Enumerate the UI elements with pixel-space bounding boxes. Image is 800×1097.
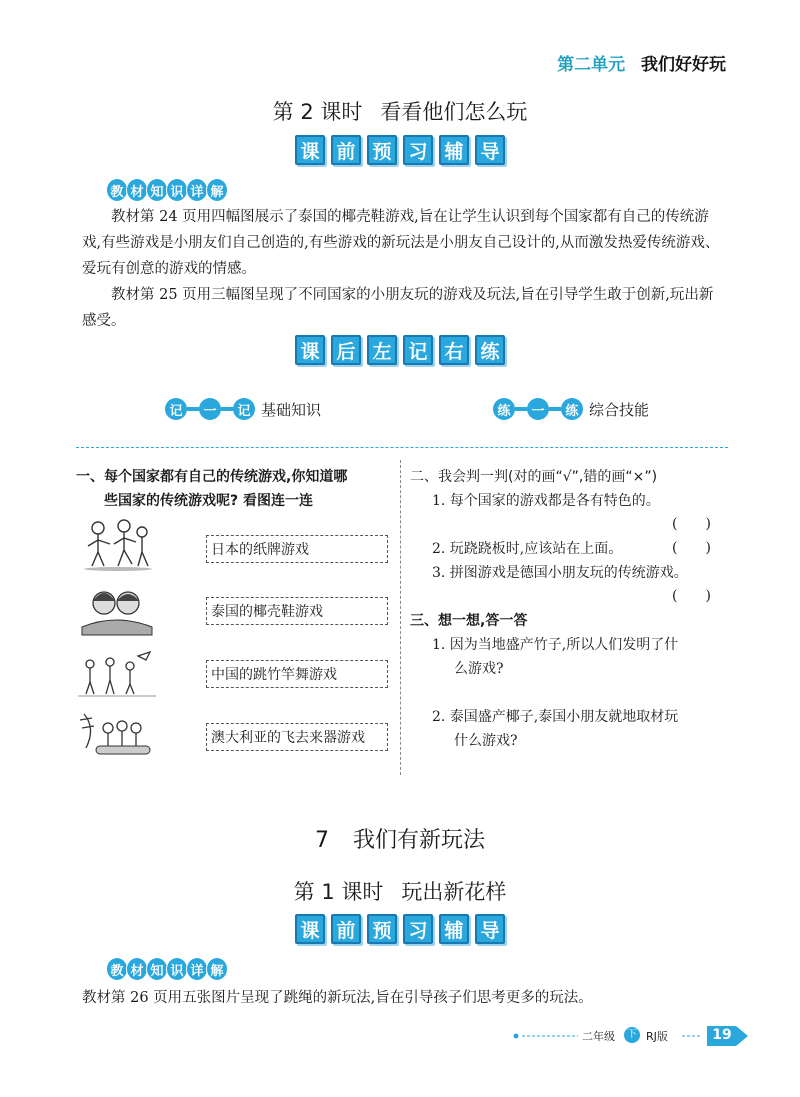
unit-number: 第二单元 [557,55,626,75]
question-3-title: 三、想一想,答一答 [410,613,528,629]
tag-char: 详 [186,957,208,981]
skills-head [493,398,649,420]
banner-char: 记 [403,335,433,365]
judge-item-2: 2. 玩跷跷板时,应该站在上面。 [432,541,623,557]
lesson-2-number: 第 1 课时 [293,880,384,904]
kids-on-log-illustration [76,708,158,764]
banner-char: 习 [403,914,433,944]
footer-edition: RJ版 [646,1030,668,1043]
tag-char: 知 [146,178,168,202]
banner-char: 课 [295,335,325,365]
pill-char: 练 [493,398,515,420]
banner-char: 左 [367,335,397,365]
pill-char: 记 [233,398,255,420]
banner-char: 课 [295,914,325,944]
footer-grade: 二年级 [582,1030,615,1043]
match-option-thailand[interactable]: 泰国的椰壳鞋游戏 [206,597,388,625]
answer-paren-1[interactable]: ( ) [672,516,711,532]
banner-char: 预 [367,914,397,944]
tag-char: 材 [126,178,148,202]
textbook-knowledge-tag-2 [106,957,226,981]
preview-banner [0,135,800,165]
pill-char: 记 [165,398,187,420]
banner-char: 前 [331,914,361,944]
tag-char: 识 [166,178,188,202]
two-children-illustration [76,583,158,639]
question-1-line1: 一、每个国家都有自己的传统游戏,你知道哪 [76,469,348,485]
match-option-australia[interactable]: 澳大利亚的飞去来器游戏 [206,723,388,751]
chapter-name: 我们有新玩法 [352,828,485,853]
match-option-japan[interactable]: 日本的纸牌游戏 [206,535,388,563]
chapter-title [0,823,800,854]
banner-char: 课 [295,135,325,165]
section-heading: 基础知识 [261,400,322,419]
remember-pill [165,398,255,420]
basic-knowledge-head [165,398,321,420]
tag-char: 详 [186,178,208,202]
tag-char: 解 [206,178,228,202]
think-item-1-line2: 么游戏? [454,661,504,677]
question-1-line2: 些国家的传统游戏呢? 看图连一连 [104,493,313,509]
banner-char: 导 [475,914,505,944]
banner-char: 辅 [439,135,469,165]
banner-char: 右 [439,335,469,365]
unit-name: 我们好好玩 [641,55,726,75]
practice-banner [0,335,800,365]
banner-char: 导 [475,135,505,165]
lesson-2-title [0,876,800,906]
judge-item-3: 3. 拼图游戏是德国小朋友玩的传统游戏。 [432,565,688,581]
think-item-1-line1: 1. 因为当地盛产竹子,所以人们发明了什 [432,637,679,653]
lesson-title [0,96,800,126]
kids-playing-illustration [76,516,158,572]
tag-char: 教 [106,957,128,981]
section-heading: 综合技能 [589,400,650,419]
unit-header [557,50,726,75]
paragraph-2: 教材第 25 页用三幅图呈现了不同国家的小朋友玩的游戏及玩法,旨在引导学生敢于创新,玩出新感受。 [82,287,714,329]
banner-char: 预 [367,135,397,165]
tag-char: 知 [146,957,168,981]
divider [76,447,728,448]
pill-char: 练 [561,398,583,420]
footer-term: 下 [624,1027,640,1043]
page-number: 19 [712,1027,732,1043]
paragraph-1: 教材第 24 页用四幅图展示了泰国的椰壳鞋游戏,旨在让学生认识到每个国家都有自己的传统游戏,有些游戏是小朋友们自己创造的,有些游戏的新玩法是小朋友自己设计的,从而激发热爱传统游戏、爱玩有创意的游戏的情感。 [82,209,720,277]
match-option-china[interactable]: 中国的跳竹竿舞游戏 [206,660,388,688]
lesson-2-name: 玩出新花样 [401,880,507,904]
tag-char: 材 [126,957,148,981]
question-2-title: 二、我会判一判(对的画“√”,错的画“×”) [410,469,658,485]
chapter-number: 7 [314,828,329,853]
preview-banner-2 [0,914,800,944]
textbook-knowledge-tag [106,178,226,202]
lesson-number: 第 2 课时 [272,100,363,124]
banner-char: 辅 [439,914,469,944]
kids-outdoor-illustration [76,648,158,704]
banner-char: 习 [403,135,433,165]
think-item-2-line1: 2. 泰国盛产椰子,泰国小朋友就地取材玩 [432,709,679,725]
tag-char: 识 [166,957,188,981]
paragraph-3: 教材第 26 页用五张图片呈现了跳绳的新玩法,旨在引导孩子们思考更多的玩法。 [82,990,593,1006]
pill-char: 一 [527,398,549,420]
page-footer [512,1025,752,1047]
banner-char: 练 [475,335,505,365]
tag-char: 解 [206,957,228,981]
banner-char: 前 [331,135,361,165]
judge-item-1: 1. 每个国家的游戏都是各有特色的。 [432,493,660,509]
tag-char: 教 [106,178,128,202]
answer-paren-2[interactable]: ( ) [672,540,711,556]
answer-paren-3[interactable]: ( ) [672,588,711,604]
banner-char: 后 [331,335,361,365]
think-item-2-line2: 什么游戏? [454,733,518,749]
pill-char: 一 [199,398,221,420]
practice-pill [493,398,583,420]
lesson-name: 看看他们怎么玩 [380,100,528,124]
